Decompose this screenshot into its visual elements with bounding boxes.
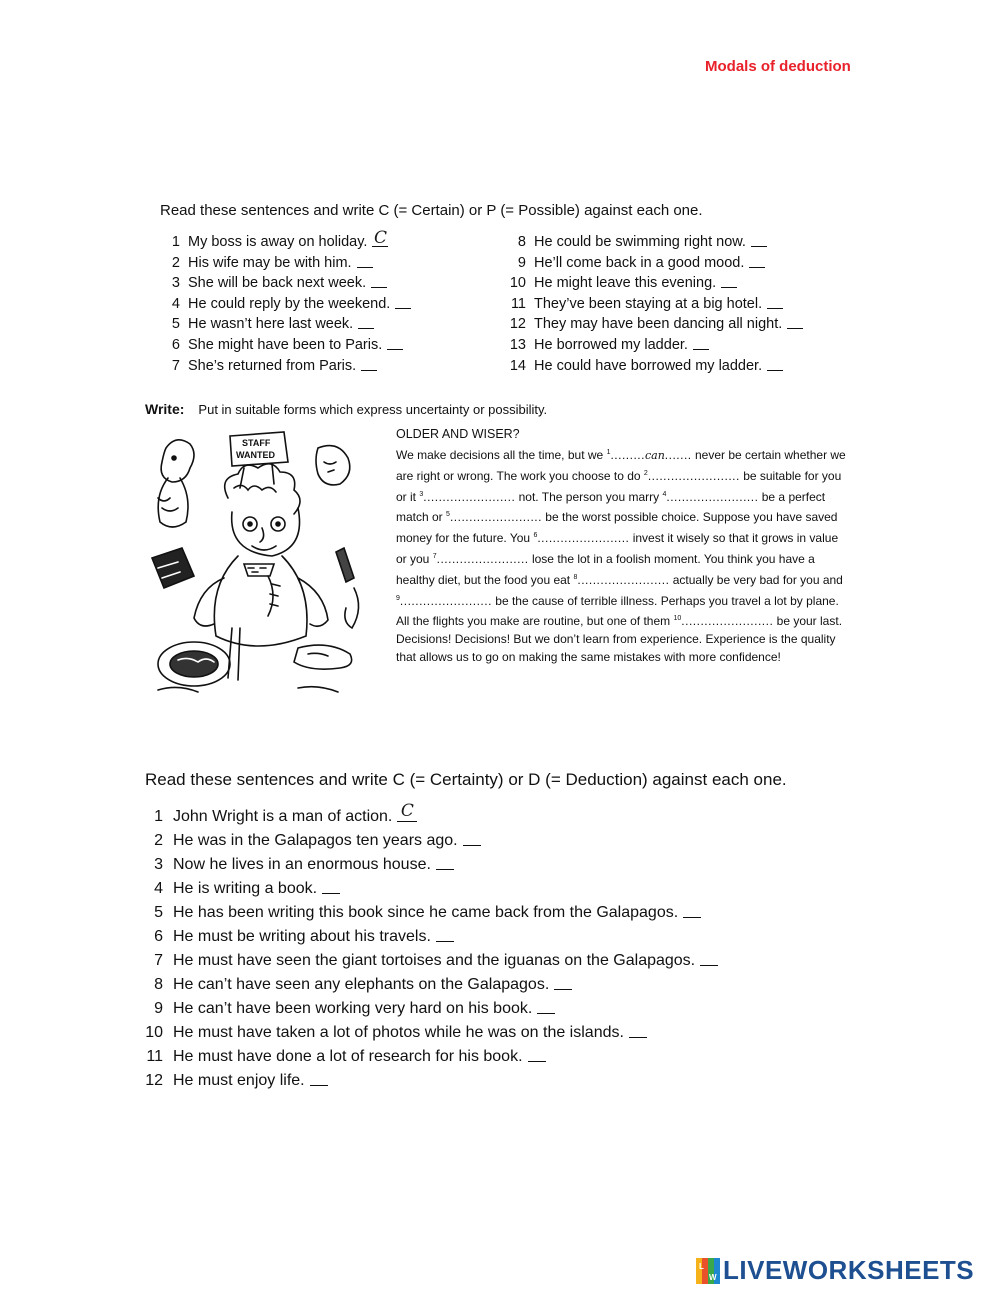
exercise3-list — [140, 801, 718, 1093]
item-number: 2 — [154, 832, 163, 849]
item-text: He borrowed my ladder. — [534, 336, 688, 353]
list-item — [160, 314, 411, 335]
item-text: She will be back next week. — [188, 275, 367, 292]
answer-blank[interactable] — [787, 314, 803, 329]
item-text: He can’t have been working very hard on his book. — [173, 1000, 533, 1017]
answer-blank[interactable] — [693, 335, 709, 350]
paragraph-text: be a perfect match or — [396, 489, 826, 525]
item-number: 7 — [171, 357, 180, 374]
paragraph-text: be suitable for you or it — [396, 468, 842, 504]
list-item — [140, 901, 718, 925]
list-item — [140, 829, 718, 853]
list-item — [160, 228, 411, 253]
list-item — [160, 356, 411, 377]
item-number: 3 — [171, 275, 180, 292]
item-text: He must have done a lot of research for his book. — [173, 1048, 523, 1065]
item-number: 8 — [154, 976, 163, 993]
answer-blank[interactable]: C — [397, 805, 417, 822]
gap-number: 9 — [396, 594, 400, 602]
paragraph-text: not. The person you marry — [518, 489, 660, 504]
answer-blank[interactable] — [554, 973, 572, 990]
list-item — [160, 273, 411, 294]
answer-blank[interactable] — [767, 356, 783, 371]
item-number: 3 — [154, 856, 163, 873]
gap-input[interactable]: ........................ — [681, 614, 774, 629]
list-item — [506, 273, 803, 294]
gap-input[interactable]: ........................ — [436, 551, 529, 566]
gap-dots: ......... — [610, 448, 645, 462]
gap-input[interactable]: ........................ — [423, 489, 516, 504]
example-answer[interactable]: can — [644, 449, 665, 462]
item-text: He has been writing this book since he came back from the Galapagos. — [173, 904, 679, 921]
answer-blank[interactable] — [528, 1045, 546, 1062]
item-text: Now he lives in an enormous house. — [173, 856, 431, 873]
paragraph-text: lose the lot in a foolish moment. You think you have a healthy diet, but the food you eat — [396, 551, 815, 587]
answer-blank[interactable] — [436, 925, 454, 942]
item-number: 6 — [171, 336, 180, 353]
exercise1-left-column — [160, 228, 411, 376]
item-text: He must be writing about his travels. — [173, 928, 431, 945]
item-number: 9 — [154, 1000, 163, 1017]
gap-input[interactable]: ........................ — [577, 572, 670, 587]
item-text: He wasn’t here last week. — [188, 316, 354, 333]
gap-dots: ....... — [664, 448, 692, 462]
item-text: He must enjoy life. — [173, 1072, 305, 1089]
item-text: He could have borrowed my ladder. — [534, 357, 763, 374]
exercise2-instruction: Put in suitable forms which express uncertainty or possibility. — [198, 402, 548, 417]
item-text: She’s returned from Paris. — [188, 357, 357, 374]
gap-number: 2 — [643, 469, 648, 477]
gap-input[interactable]: ........................ — [449, 510, 542, 525]
answer-blank[interactable] — [537, 997, 555, 1014]
exercise1-instruction: Read these sentences and write C (= Certain) or P (= Possible) against each one. — [160, 202, 703, 219]
list-item — [140, 801, 718, 829]
item-number: 4 — [171, 295, 180, 312]
answer-blank[interactable] — [700, 949, 718, 966]
gap-number: 6 — [533, 532, 538, 540]
item-number: 14 — [509, 357, 526, 374]
gap-number: 4 — [662, 490, 667, 498]
answer-blank[interactable] — [721, 273, 737, 288]
exercise2-heading — [145, 401, 547, 417]
answer-blank[interactable] — [387, 335, 403, 350]
answer-blank[interactable] — [322, 877, 340, 894]
list-item — [140, 1069, 718, 1093]
list-item — [506, 314, 803, 335]
list-item — [140, 925, 718, 949]
item-number: 1 — [171, 234, 180, 250]
list-item — [506, 335, 803, 356]
item-number: 1 — [154, 808, 163, 825]
gap-input[interactable]: ........................ — [666, 489, 759, 504]
cartoon-illustration — [148, 428, 370, 700]
item-text: They may have been dancing all night. — [534, 316, 783, 333]
list-item — [506, 294, 803, 315]
text-title: OLDER AND WISER? — [396, 427, 520, 441]
paragraph-text: invest it wisely so that it grows in value or you — [396, 531, 839, 566]
list-item — [140, 997, 718, 1021]
write-label: Write: — [145, 401, 185, 417]
item-number: 6 — [154, 928, 163, 945]
answer-blank[interactable] — [371, 273, 387, 288]
sign-text-line1: STAFF — [242, 438, 271, 448]
answer-blank[interactable]: C — [373, 228, 387, 248]
gap-number: 10 — [673, 615, 682, 623]
gap-fill-paragraph — [396, 444, 846, 667]
list-item — [160, 253, 411, 274]
paragraph-text: be the worst possible choice. Suppose you have saved money for the future. You — [396, 510, 838, 546]
answer-blank[interactable] — [395, 294, 411, 309]
answer-blank[interactable] — [357, 253, 373, 268]
list-item — [160, 294, 411, 315]
gap-input[interactable]: ........................ — [399, 593, 492, 608]
item-number: 7 — [154, 952, 163, 969]
exercise3-instruction: Read these sentences and write C (= Certainty) or D (= Deduction) against each one. — [145, 770, 787, 789]
item-number: 2 — [171, 254, 180, 271]
list-item — [140, 1021, 718, 1045]
gap-number: 1 — [606, 449, 611, 456]
item-text: His wife may be with him. — [188, 254, 352, 271]
sign-text-line2: WANTED — [236, 450, 275, 460]
item-number: 10 — [509, 275, 526, 292]
answer-blank[interactable] — [463, 829, 481, 846]
item-text: He was in the Galapagos ten years ago. — [173, 832, 458, 849]
logo-badge-letter-l: L — [699, 1261, 704, 1271]
item-text: He’ll come back in a good mood. — [534, 254, 745, 271]
gap-input[interactable]: ........................ — [647, 468, 740, 483]
answer-blank[interactable] — [749, 253, 765, 268]
item-number: 11 — [510, 295, 526, 312]
item-number: 5 — [154, 904, 163, 921]
gap-number: 3 — [419, 490, 424, 498]
gap-number: 7 — [432, 552, 437, 560]
logo-badge-letter-w: W — [709, 1272, 717, 1282]
liveworksheets-logo — [696, 1255, 974, 1286]
item-number: 8 — [517, 234, 526, 250]
exercise1-right-column — [506, 232, 803, 376]
item-number: 5 — [171, 316, 180, 333]
list-item — [140, 973, 718, 997]
item-text: He can’t have seen any elephants on the Galapagos. — [173, 976, 550, 993]
item-number: 12 — [509, 316, 526, 333]
list-item — [140, 1045, 718, 1069]
item-number: 11 — [146, 1048, 163, 1065]
item-number: 10 — [145, 1024, 163, 1041]
answer-blank[interactable] — [436, 853, 454, 870]
item-text: He could reply by the weekend. — [188, 295, 391, 312]
paragraph-text: be the cause of terrible illness. Perhaps you travel a lot by plane. All the flights you make are routine, but one of them — [396, 593, 839, 629]
list-item — [506, 232, 803, 253]
item-number: 13 — [509, 336, 526, 353]
answer-blank[interactable] — [751, 232, 767, 247]
answer-blank[interactable] — [683, 901, 701, 918]
item-number: 12 — [145, 1072, 163, 1089]
logo-badge-icon — [696, 1258, 720, 1284]
item-text: They’ve been staying at a big hotel. — [534, 295, 763, 312]
gap-number: 8 — [573, 573, 578, 581]
answer-blank[interactable] — [629, 1021, 647, 1038]
item-text: He is writing a book. — [173, 880, 318, 897]
list-item — [140, 853, 718, 877]
page-title: Modals of deduction — [705, 58, 851, 75]
item-number: 9 — [517, 254, 526, 271]
item-number: 4 — [154, 880, 163, 897]
answer-blank[interactable] — [767, 294, 783, 309]
item-text: My boss is away on holiday. — [188, 234, 368, 250]
gap-number: 5 — [446, 511, 450, 519]
list-item — [506, 253, 803, 274]
list-item — [140, 877, 718, 901]
gap-input[interactable]: ........................ — [537, 531, 630, 546]
answer-blank[interactable] — [310, 1069, 328, 1086]
paragraph-text: We make decisions all the time, but we — [396, 448, 604, 462]
item-text: John Wright is a man of action. — [173, 808, 393, 825]
list-item — [160, 335, 411, 356]
item-text: He could be swimming right now. — [534, 234, 746, 250]
list-item — [140, 949, 718, 973]
logo-text: LIVEWORKSHEETS — [723, 1255, 975, 1285]
paragraph-text: be your last. Decisions! Decisions! But we don’t learn from experience. Experience is the quality that allows us to go on making the same mistakes with more confidence! — [396, 614, 843, 664]
item-text: He might leave this evening. — [534, 275, 717, 292]
item-text: He must have seen the giant tortoises and the iguanas on the Galapagos. — [173, 952, 696, 969]
item-text: She might have been to Paris. — [188, 336, 383, 353]
paragraph-text: actually be very bad for you and — [672, 572, 843, 587]
item-text: He must have taken a lot of photos while he was on the islands. — [173, 1024, 624, 1041]
answer-blank[interactable] — [358, 314, 374, 329]
paragraph-text: never be certain whether we are right or wrong. The work you choose to do — [396, 448, 846, 483]
answer-blank[interactable] — [361, 356, 377, 371]
list-item — [506, 356, 803, 377]
